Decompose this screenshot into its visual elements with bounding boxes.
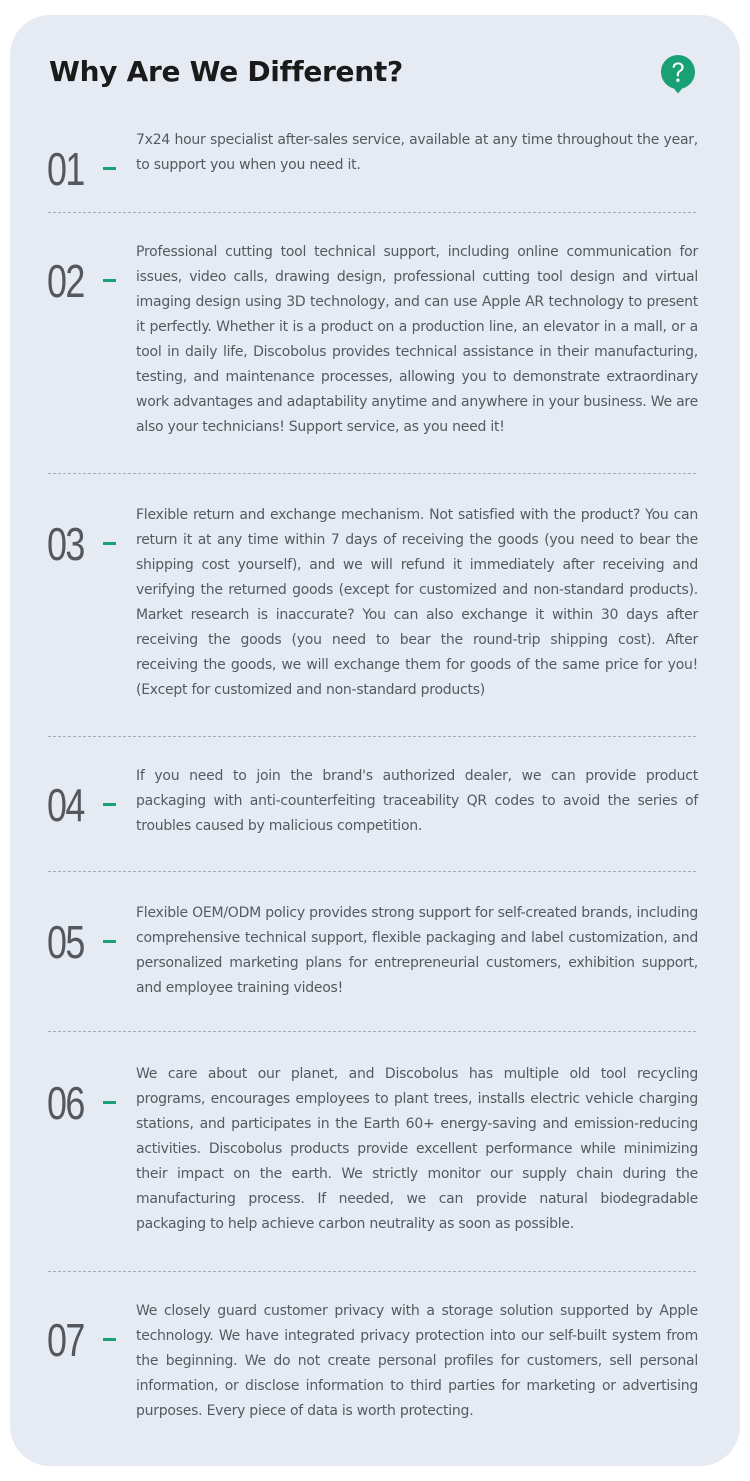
- page-title: Why Are We Different?: [49, 55, 403, 88]
- divider: [48, 473, 696, 474]
- item-text: If you need to join the brand's authorized dealer, we can provide product packaging with anti-counterfeiting traceability QR codes to avoid the series of troubles caused by malicious competition.: [136, 768, 698, 834]
- item-number: 03: [47, 518, 84, 570]
- item-number: 06: [47, 1077, 84, 1129]
- divider: [48, 871, 696, 872]
- item-number: 07: [47, 1314, 84, 1366]
- accent-dash: [103, 1101, 116, 1104]
- accent-dash: [103, 940, 116, 943]
- question-bubble-icon[interactable]: [660, 54, 696, 94]
- accent-dash: [103, 542, 116, 545]
- features-card: [10, 15, 740, 1466]
- divider: [48, 1271, 696, 1272]
- accent-dash: [103, 167, 116, 170]
- item-text: 7x24 hour specialist after-sales service, available at any time throughout the year, to support you when you need it.: [136, 132, 698, 173]
- item-text: We care about our planet, and Discobolus has multiple old tool recycling programs, encourages employees to plant trees, installs electric vehicle charging stations, and participates in the Earth 60+ energy-saving and emission-reducing activities. Discobolus products provide excellent performance while minimizing their impact on the earth. We strictly monitor our supply chain during the manufacturing process. If needed, we can provide natural biodegradable packaging to help achieve carbon neutrality as soon as possible.: [136, 1066, 698, 1232]
- item-text: Flexible OEM/ODM policy provides strong support for self-created brands, including comprehensive technical support, flexible packaging and label customization, and personalized marketing plans for entrepreneurial customers, exhibition support, and employee training videos!: [136, 905, 698, 996]
- accent-dash: [103, 279, 116, 282]
- item-number: 05: [47, 916, 84, 968]
- item-number: 02: [47, 255, 84, 307]
- item-number: 04: [47, 779, 84, 831]
- item-number: 01: [47, 143, 84, 195]
- divider: [48, 736, 696, 737]
- accent-dash: [103, 1338, 116, 1341]
- item-text: We closely guard customer privacy with a storage solution supported by Apple technology. We have integrated privacy protection into our self-built system from the beginning. We do not create personal profiles for customers, sell personal information, or disclose information to third parties for marketing or advertising purposes. Every piece of data is worth protecting.: [136, 1303, 698, 1419]
- divider: [48, 1031, 696, 1032]
- divider: [48, 212, 696, 213]
- accent-dash: [103, 803, 116, 806]
- item-text: Flexible return and exchange mechanism. Not satisfied with the product? You can return it at any time within 7 days of receiving the goods (you need to bear the shipping cost yourself), and we will refund it immediately after receiving and verifying the returned goods (except for customized and non-standard products). Market research is inaccurate? You can also exchange it within 30 days after receiving the goods (you need to bear the round-trip shipping cost). After receiving the goods, we will exchange them for goods of the same price for you! (Except for customized and non-standard products): [136, 507, 698, 698]
- item-text: Professional cutting tool technical support, including online communication for issues, video calls, drawing design, professional cutting tool design and virtual imaging design using 3D technology, and can use Apple AR technology to present it perfectly. Whether it is a product on a production line, an elevator in a mall, or a tool in daily life, Discobolus provides technical assistance in their manufacturing, testing, and maintenance processes, allowing you to demonstrate extraordinary work advantages and adaptability anytime and anywhere in your business. We are also your technicians! Support service, as you need it!: [136, 244, 698, 435]
